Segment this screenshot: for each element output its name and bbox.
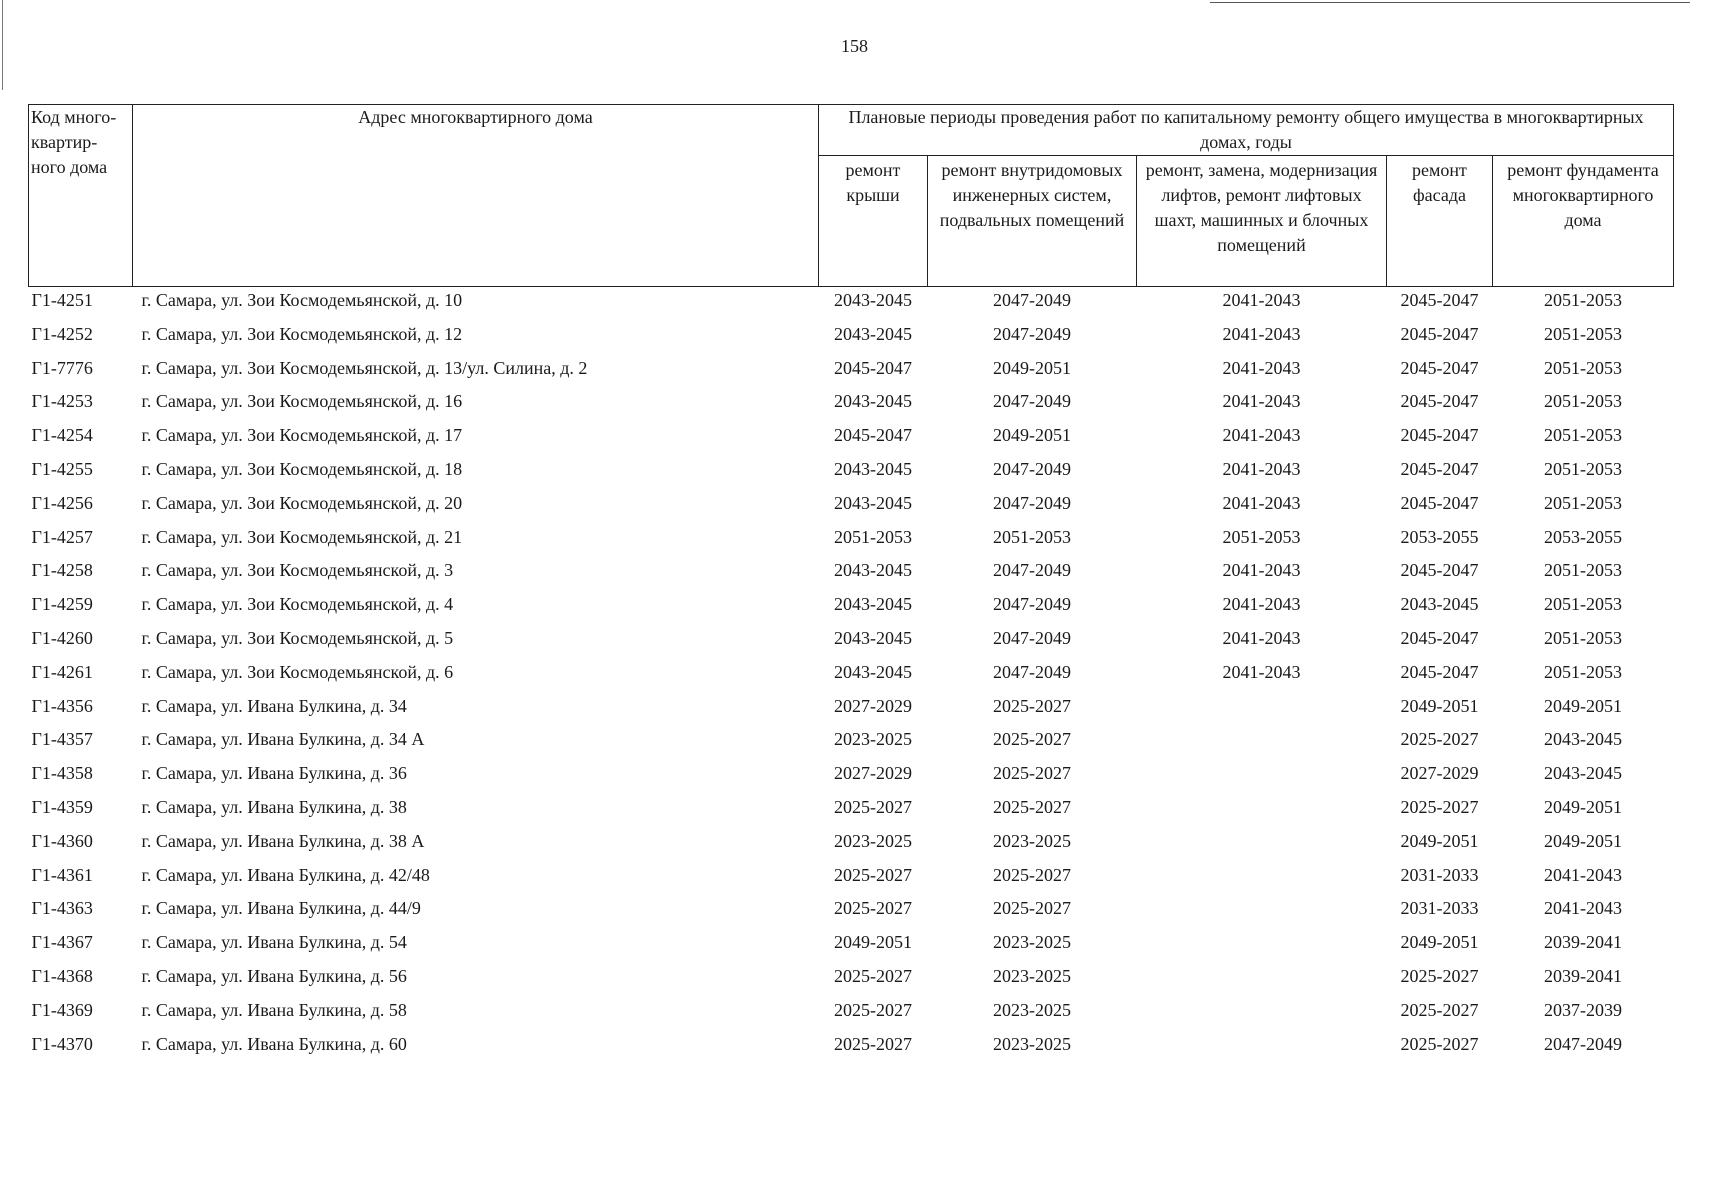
cell-code: Г1-4260 <box>31 627 93 648</box>
header-row-top <box>29 105 1674 156</box>
cell-address: г. Самара, ул. Ивана Булкина, д. 38 А <box>141 830 425 851</box>
cell-foundation: 2051-2053 <box>1544 458 1622 479</box>
cell-lifts: 2041-2043 <box>1222 492 1301 513</box>
cell-lifts <box>1137 862 1387 896</box>
cell-facade: 2025-2027 <box>1400 796 1479 817</box>
cell-engineering: 2051-2053 <box>993 526 1071 547</box>
cell-engineering: 2049-2051 <box>993 357 1071 378</box>
cell-lifts: 2041-2043 <box>1222 391 1301 412</box>
cell-lifts: 2041-2043 <box>1222 290 1301 310</box>
table-row <box>29 490 1674 524</box>
cell-address: г. Самара, ул. Зои Космодемьянской, д. 21 <box>141 526 463 547</box>
cell-foundation: 2051-2053 <box>1544 560 1622 581</box>
table-row <box>29 794 1674 828</box>
cell-address: г. Самара, ул. Ивана Булкина, д. 38 <box>141 796 407 817</box>
cell-foundation: 2041-2043 <box>1544 898 1622 919</box>
cell-foundation: 2043-2045 <box>1544 729 1622 750</box>
cell-code: Г1-4369 <box>31 999 93 1020</box>
cell-facade: 2045-2047 <box>1400 560 1479 581</box>
cell-code: Г1-4363 <box>31 898 93 919</box>
cell-foundation: 2051-2053 <box>1544 492 1622 513</box>
cell-code: Г1-4258 <box>31 560 93 581</box>
cell-lifts <box>1137 929 1387 963</box>
cell-code: Г1-4256 <box>31 492 93 513</box>
cell-code: Г1-4370 <box>31 1033 93 1054</box>
cell-code: Г1-4257 <box>31 526 93 547</box>
cell-facade: 2049-2051 <box>1400 830 1479 851</box>
table-row <box>29 693 1674 727</box>
cell-code: Г1-4356 <box>31 695 93 716</box>
cell-address: г. Самара, ул. Зои Космодемьянской, д. 20 <box>141 492 463 513</box>
cell-address: г. Самара, ул. Зои Космодемьянской, д. 6 <box>141 661 454 682</box>
cell-roof: 2025-2027 <box>834 796 912 817</box>
table-row <box>29 557 1674 591</box>
cell-foundation: 2037-2039 <box>1544 999 1622 1020</box>
cell-foundation: 2051-2053 <box>1544 627 1622 648</box>
cell-facade: 2049-2051 <box>1400 932 1479 953</box>
cell-lifts: 2041-2043 <box>1222 594 1301 615</box>
header-address: Адрес многоквартирного дома <box>133 105 819 287</box>
cell-engineering: 2023-2025 <box>993 965 1071 986</box>
cell-code: Г1-4253 <box>31 391 93 412</box>
cell-engineering: 2023-2025 <box>993 830 1071 851</box>
cell-roof: 2043-2045 <box>834 458 912 479</box>
cell-lifts <box>1137 693 1387 727</box>
header-roof: ремонт крыши <box>819 156 928 287</box>
cell-lifts <box>1137 726 1387 760</box>
cell-address: г. Самара, ул. Ивана Булкина, д. 34 А <box>141 729 425 750</box>
cell-facade: 2045-2047 <box>1400 357 1479 378</box>
cell-code: Г1-7776 <box>31 357 93 378</box>
cell-foundation: 2039-2041 <box>1544 932 1622 953</box>
cell-facade: 2043-2045 <box>1400 594 1479 615</box>
cell-foundation: 2051-2053 <box>1544 391 1622 412</box>
cell-code: Г1-4254 <box>31 425 93 446</box>
table-row <box>29 726 1674 760</box>
cell-roof: 2025-2027 <box>834 864 912 885</box>
cell-facade: 2045-2047 <box>1400 627 1479 648</box>
table-body <box>29 287 1674 1065</box>
cell-code: Г1-4368 <box>31 965 93 986</box>
cell-roof: 2051-2053 <box>834 526 912 547</box>
cell-engineering: 2047-2049 <box>993 323 1071 344</box>
cell-address: г. Самара, ул. Ивана Булкина, д. 54 <box>141 932 407 953</box>
cell-code: Г1-4357 <box>31 729 93 750</box>
cell-facade: 2025-2027 <box>1400 1033 1479 1054</box>
table-row <box>29 355 1674 389</box>
cell-roof: 2025-2027 <box>834 965 912 986</box>
cell-code: Г1-4251 <box>31 290 93 310</box>
cell-roof: 2045-2047 <box>834 357 912 378</box>
cell-foundation: 2051-2053 <box>1544 425 1622 446</box>
header-code: Код много-квартир-ного дома <box>29 105 133 287</box>
cell-roof: 2043-2045 <box>834 323 912 344</box>
cell-foundation: 2039-2041 <box>1544 965 1622 986</box>
cell-code: Г1-4359 <box>31 796 93 817</box>
cell-foundation: 2051-2053 <box>1544 357 1622 378</box>
cell-lifts <box>1137 1031 1387 1065</box>
cell-foundation: 2051-2053 <box>1544 290 1622 310</box>
cell-code: Г1-4360 <box>31 830 93 851</box>
cell-engineering: 2047-2049 <box>993 560 1071 581</box>
cell-engineering: 2025-2027 <box>993 763 1071 784</box>
cell-facade: 2045-2047 <box>1400 458 1479 479</box>
cell-lifts: 2041-2043 <box>1222 661 1301 682</box>
table-row <box>29 659 1674 693</box>
cell-code: Г1-4255 <box>31 458 93 479</box>
table-row <box>29 963 1674 997</box>
cell-engineering: 2047-2049 <box>993 391 1071 412</box>
cell-facade: 2025-2027 <box>1400 965 1479 986</box>
cell-address: г. Самара, ул. Зои Космодемьянской, д. 4 <box>141 594 454 615</box>
cell-foundation: 2053-2055 <box>1544 526 1622 547</box>
cell-lifts: 2041-2043 <box>1222 627 1301 648</box>
table-row <box>29 321 1674 355</box>
cell-engineering: 2047-2049 <box>993 458 1071 479</box>
cell-address: г. Самара, ул. Ивана Булкина, д. 42/48 <box>141 864 430 885</box>
cell-facade: 2025-2027 <box>1400 999 1479 1020</box>
table-header <box>29 105 1674 287</box>
cell-lifts <box>1137 760 1387 794</box>
cell-lifts <box>1137 895 1387 929</box>
cell-address: г. Самара, ул. Зои Космодемьянской, д. 12 <box>141 323 463 344</box>
cell-engineering: 2023-2025 <box>993 1033 1071 1054</box>
cell-lifts <box>1137 997 1387 1031</box>
cell-engineering: 2025-2027 <box>993 729 1071 750</box>
cell-address: г. Самара, ул. Зои Космодемьянской, д. 16 <box>141 391 463 412</box>
cell-roof: 2025-2027 <box>834 898 912 919</box>
table-row <box>29 422 1674 456</box>
capital-repair-table <box>28 104 1674 1064</box>
cell-code: Г1-4252 <box>31 323 93 344</box>
cell-roof: 2025-2027 <box>834 1033 912 1054</box>
cell-address: г. Самара, ул. Ивана Булкина, д. 56 <box>141 965 407 986</box>
cell-address: г. Самара, ул. Ивана Булкина, д. 34 <box>141 695 407 716</box>
cell-roof: 2043-2045 <box>834 560 912 581</box>
cell-engineering: 2047-2049 <box>993 594 1071 615</box>
cell-facade: 2045-2047 <box>1400 391 1479 412</box>
cell-address: г. Самара, ул. Ивана Булкина, д. 44/9 <box>141 898 421 919</box>
table-row <box>29 895 1674 929</box>
cell-code: Г1-4259 <box>31 594 93 615</box>
cell-roof: 2023-2025 <box>834 729 912 750</box>
cell-roof: 2043-2045 <box>834 594 912 615</box>
cell-roof: 2023-2025 <box>834 830 912 851</box>
cell-address: г. Самара, ул. Зои Космодемьянской, д. 10 <box>141 290 463 310</box>
cell-lifts <box>1137 963 1387 997</box>
cell-foundation: 2049-2051 <box>1544 796 1622 817</box>
cell-engineering: 2025-2027 <box>993 864 1071 885</box>
cell-roof: 2045-2047 <box>834 425 912 446</box>
cell-lifts: 2041-2043 <box>1222 323 1301 344</box>
cell-engineering: 2047-2049 <box>993 290 1071 310</box>
page-number: 158 <box>841 36 868 56</box>
cell-facade: 2031-2033 <box>1400 898 1479 919</box>
table-row <box>29 524 1674 558</box>
cell-engineering: 2025-2027 <box>993 695 1071 716</box>
header-facade: ремонт фасада <box>1387 156 1493 287</box>
cell-engineering: 2025-2027 <box>993 898 1071 919</box>
cell-facade: 2031-2033 <box>1400 864 1479 885</box>
cell-address: г. Самара, ул. Ивана Булкина, д. 60 <box>141 1033 407 1054</box>
cell-address: г. Самара, ул. Зои Космодемьянской, д. 18 <box>141 458 463 479</box>
header-periods-title: Плановые периоды проведения работ по капитальному ремонту общего имущества в многоквартирных домах, годы <box>819 105 1674 156</box>
cell-address: г. Самара, ул. Зои Космодемьянской, д. 5 <box>141 627 454 648</box>
table-row <box>29 591 1674 625</box>
cell-facade: 2045-2047 <box>1400 425 1479 446</box>
cell-lifts: 2041-2043 <box>1222 357 1301 378</box>
table-row <box>29 1031 1674 1065</box>
cell-roof: 2043-2045 <box>834 492 912 513</box>
table-row <box>29 828 1674 862</box>
table-row <box>29 388 1674 422</box>
cell-engineering: 2049-2051 <box>993 425 1071 446</box>
cell-address: г. Самара, ул. Ивана Булкина, д. 58 <box>141 999 407 1020</box>
cell-address: г. Самара, ул. Зои Космодемьянской, д. 13/ул. Силина, д. 2 <box>141 357 588 378</box>
cell-facade: 2045-2047 <box>1400 323 1479 344</box>
header-engineering: ремонт внутридомовых инженерных систем, подвальных помещений <box>928 156 1137 287</box>
cell-facade: 2053-2055 <box>1400 526 1479 547</box>
table-row <box>29 929 1674 963</box>
cell-engineering: 2023-2025 <box>993 999 1071 1020</box>
cell-foundation: 2043-2045 <box>1544 763 1622 784</box>
cell-foundation: 2047-2049 <box>1544 1033 1622 1054</box>
cell-address: г. Самара, ул. Ивана Булкина, д. 36 <box>141 763 407 784</box>
table-row <box>29 456 1674 490</box>
cell-roof: 2043-2045 <box>834 391 912 412</box>
cell-address: г. Самара, ул. Зои Космодемьянской, д. 3 <box>141 560 454 581</box>
cell-roof: 2043-2045 <box>834 661 912 682</box>
table-row <box>29 760 1674 794</box>
cell-roof: 2049-2051 <box>834 932 912 953</box>
cell-foundation: 2049-2051 <box>1544 695 1622 716</box>
cell-lifts: 2041-2043 <box>1222 458 1301 479</box>
cell-code: Г1-4261 <box>31 661 93 682</box>
table-row <box>29 862 1674 896</box>
cell-lifts: 2041-2043 <box>1222 560 1301 581</box>
cell-lifts <box>1137 794 1387 828</box>
cell-lifts <box>1137 828 1387 862</box>
cell-code: Г1-4361 <box>31 864 93 885</box>
table-row <box>29 625 1674 659</box>
cell-foundation: 2051-2053 <box>1544 594 1622 615</box>
cell-roof: 2027-2029 <box>834 763 912 784</box>
cell-foundation: 2049-2051 <box>1544 830 1622 851</box>
cell-roof: 2027-2029 <box>834 695 912 716</box>
cell-facade: 2045-2047 <box>1400 492 1479 513</box>
cell-facade: 2027-2029 <box>1400 763 1479 784</box>
cell-foundation: 2051-2053 <box>1544 661 1622 682</box>
cell-engineering: 2047-2049 <box>993 492 1071 513</box>
cell-foundation: 2041-2043 <box>1544 864 1622 885</box>
cell-engineering: 2025-2027 <box>993 796 1071 817</box>
cell-roof: 2043-2045 <box>834 290 912 310</box>
cell-facade: 2049-2051 <box>1400 695 1479 716</box>
scan-edge-line-top <box>1210 2 1690 3</box>
cell-facade: 2025-2027 <box>1400 729 1479 750</box>
cell-engineering: 2023-2025 <box>993 932 1071 953</box>
cell-foundation: 2051-2053 <box>1544 323 1622 344</box>
cell-lifts: 2041-2043 <box>1222 425 1301 446</box>
table-row <box>29 287 1674 321</box>
header-foundation: ремонт фундамента многоквартирного дома <box>1493 156 1674 287</box>
cell-roof: 2043-2045 <box>834 627 912 648</box>
cell-lifts: 2051-2053 <box>1222 526 1301 547</box>
table-row <box>29 997 1674 1031</box>
cell-facade: 2045-2047 <box>1400 661 1479 682</box>
cell-code: Г1-4367 <box>31 932 93 953</box>
cell-facade: 2045-2047 <box>1400 290 1479 310</box>
cell-code: Г1-4358 <box>31 763 93 784</box>
cell-roof: 2025-2027 <box>834 999 912 1020</box>
cell-address: г. Самара, ул. Зои Космодемьянской, д. 17 <box>141 425 463 446</box>
cell-engineering: 2047-2049 <box>993 627 1071 648</box>
header-lifts: ремонт, замена, модернизация лифтов, ремонт лифтовых шахт, машинных и блочных помещений <box>1137 156 1387 287</box>
cell-engineering: 2047-2049 <box>993 661 1071 682</box>
